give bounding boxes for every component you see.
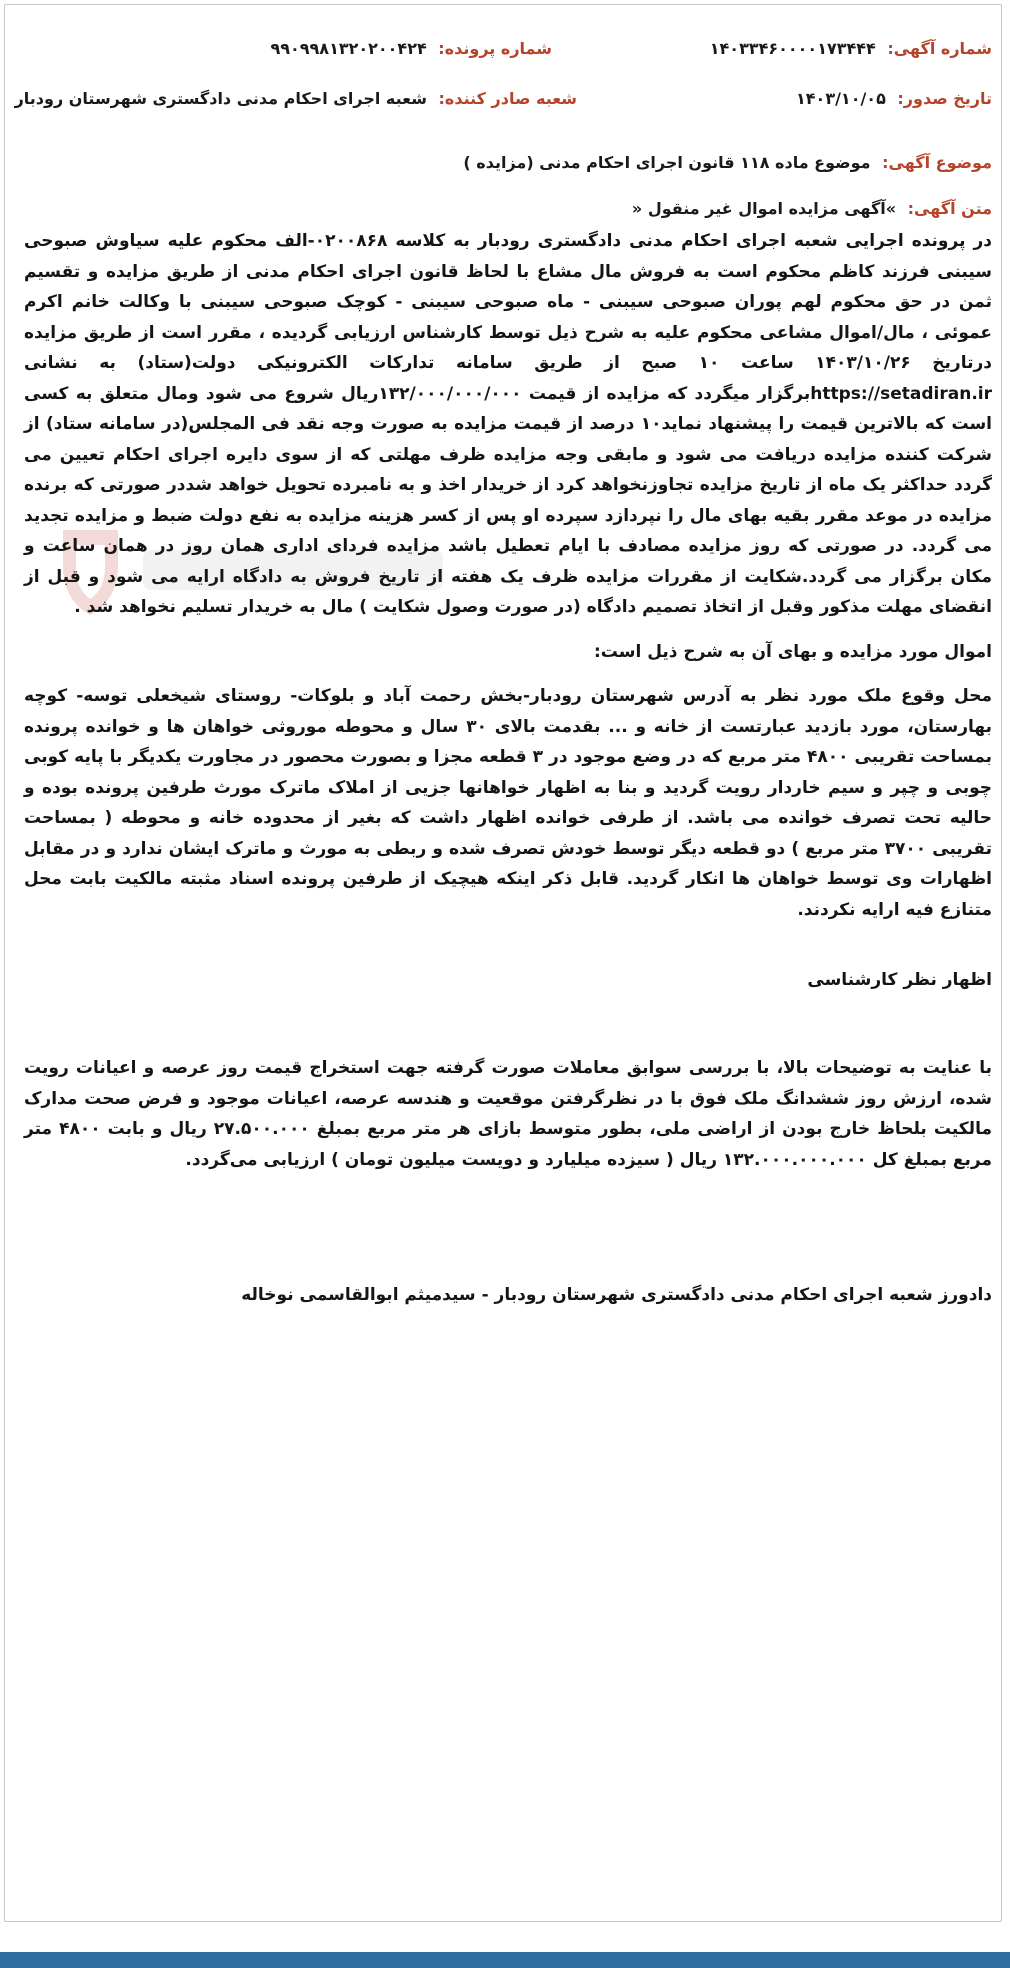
notice-text-label: متن آگهی: (907, 199, 992, 218)
issue-date (796, 88, 992, 110)
case-number (270, 38, 552, 60)
notice-subject-label: موضوع آگهی: (882, 153, 992, 172)
auction-paragraph: در پرونده اجرایی شعبه اجرای احکام مدنی دادگستری رودبار به کلاسه ۰۲۰۰۸۶۸-الف محکوم علیه سیاوش صبوحی سیبنی فرزند کاظم محکوم است به فروش مال مشاع با لحاظ قانون اجرای احکام مدنی از طریق مزایده و تقسیم ثمن در حق محکوم لهم پوران صبوحی سیبنی - ماه صبوحی سیبنی - کوچک صبوحی سیبنی با وکالت خانم اکرم عموئی ، مال/اموال مشاعی محکوم علیه به شرح ذیل توسط کارشناس ارزیابی گردیده ، مقرر است از طریق مزایده درتاریخ ۱۴۰۳/۱۰/۲۶ ساعت ۱۰ صبح از طریق سامانه تدارکات الکترونیکی دولت(ستاد) به نشانی https://setadiran.irبرگزار میگردد که مزایده از قیمت ۱۳۲/۰۰۰/۰۰۰/۰۰۰ریال شروع می شود ومال متعلق به کسی است که بالاترین قیمت را پیشنهاد نماید۱۰ درصد از قیمت مزایده به صورت وجه نقد فی المجلس(در سامانه ستاد) از شرکت کننده مزایده دریافت می شود و مابقی وجه مزایده ظرف مهلتی که از سوی دایره اجرای احکام تعیین می گردد حداکثر یک ماه از تاریخ مزایده تجاوزنخواهد کرد از خریدار اخذ و به نامبرده تحویل خواهد شددر صورتی که برنده مزایده در موعد مقرر بقیه بهای مال را نپردازد سپرده او پس از کسر هزینه مزایده به نفع دولت ضبط و مزایده تجدید می گردد. در صورتی که روز مزایده مصادف با ایام تعطیل باشد مزایده فردای اداری همان روز در همان ساعت و مکان برگزار می گردد.شکایت از مقررات مزایده ظرف یک هفته از تاریخ فروش به دادگاه ارایه می شود و قبل از انقضای مهلت مذکور وقبل از اتخاذ تصمیم دادگاه (در صورت وصول شکایت ) مال به خریدار تسلیم نخواهد شد . (24, 231, 992, 617)
expert-opinion: با عنایت به توضیحات بالا، با بررسی سوابق معاملات صورت گرفته جهت استخراج قیمت روز عرصه و اعیانات رویت شده، ارزش روز ششدانگ ملک فوق با در نظرگرفتن موقعیت و هندسه عرصه، اعیانات موجود و فرض صحت مدارک مالکیت بلحاظ خارج بودن از اراضی ملی، بطور متوسط بازای هر متر مربع بمبلغ ۲۷.۵۰۰.۰۰۰ ریال و بابت ۴۸۰۰ متر مربع بمبلغ کل ۱۳۲.۰۰۰.۰۰۰.۰۰۰ ریال ( سیزده میلیارد و دویست میلیون تومان ) ارزیابی می‌گردد. (24, 1058, 992, 1170)
case-number-value: ۹۹۰۹۹۸۱۳۲۰۲۰۰۴۲۴ (270, 39, 427, 58)
expert-heading: اظهار نظر کارشناسی (807, 970, 992, 990)
notice-number-label: شماره آگهی: (887, 39, 992, 58)
bottom-bar (0, 1952, 1010, 1968)
issue-date-value: ۱۴۰۳/۱۰/۰۵ (796, 89, 886, 108)
issuing-branch (15, 88, 577, 110)
issue-date-label: تاریخ صدور: (897, 89, 992, 108)
notice-number (710, 38, 992, 60)
notice-number-value: ۱۴۰۳۳۴۶۰۰۰۰۱۷۳۴۴۴ (709, 39, 876, 58)
property-description: محل وقوع ملک مورد نظر به آدرس شهرستان رودبار-بخش رحمت آباد و بلوکات- روستای شیخعلی توسه- کوچه بهارستان، مورد بازدید عبارتست از خانه و ... بقدمت بالای ۳۰ سال و محوطه موروثی خواهان ها و خوانده پرونده بمساحت تقریبی ۴۸۰۰ متر مربع که در وضع موجود در ۳ قطعه مجزا و بصورت محصور در مجاورت یکدیگر با پایه کوبی چوبی و چپر و سیم خاردار رویت گردید و بنا به اظهار خواهانها جزیی از املاک ماترک مورث طرفین پرونده بوده و حالیه تحت تصرف خوانده می باشد. از طرفی خوانده اظهار داشت که بغیر از محدوده خانه و محوطه ( بمساحت تقریبی ۳۷۰۰ متر مربع ) دو قطعه دیگر توسط خودش تصرف شده و ربطی به مورث و ماترک ایشان ندارد و در مقابل اظهارات وی توسط خواهان ها انکار گردید. قابل ذکر اینکه هیچیک از طرفین پرونده اسناد مثبته مالکیت بابت محل متنازع فیه ارایه نکردند. (24, 686, 993, 920)
issuing-branch-label: شعبه صادر کننده: (438, 89, 577, 108)
case-number-label: شماره پرونده: (438, 39, 552, 58)
notice-text-title (632, 198, 992, 220)
property-heading: اموال مورد مزایده و بهای آن به شرح ذیل است: (593, 642, 992, 662)
notice-subject (463, 152, 992, 174)
issuing-branch-value: شعبه اجرای احکام مدنی دادگستری شهرستان رودبار (14, 89, 427, 108)
notice-subject-value: موضوع ماده ۱۱۸ قانون اجرای احکام مدنی (مزایده ) (463, 153, 871, 172)
notice-text-value: »آگهی مزایده اموال غیر منقول « (631, 199, 897, 218)
signature: دادورز شعبه اجرای احکام مدنی دادگستری شهرستان رودبار - سیدمیثم ابوالقاسمی نوخاله (241, 1285, 992, 1305)
